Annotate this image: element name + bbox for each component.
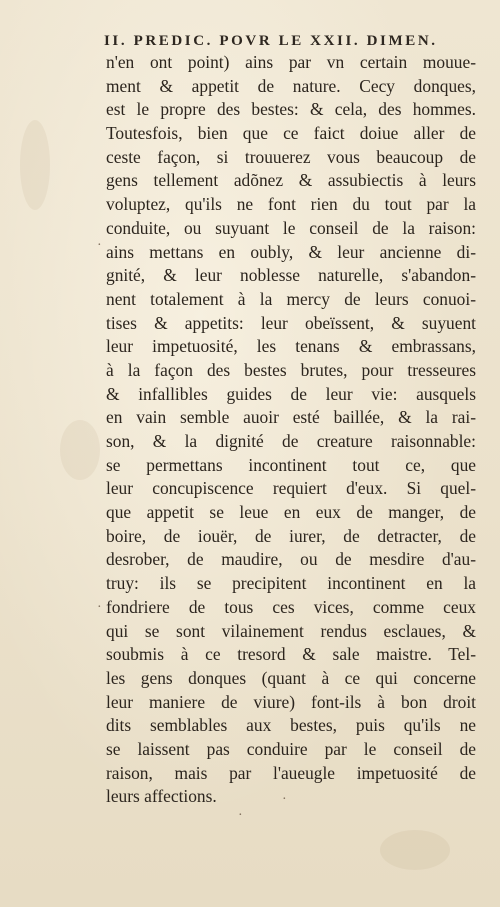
text-line: soubmis à ce tresord & sale maistre. Tel- bbox=[106, 644, 476, 665]
text-line: leur maniere de viure) font-ils à bon droit bbox=[106, 691, 476, 712]
running-head: II. PREDIC. POVR LE XXII. DIMEN. bbox=[104, 33, 438, 49]
body-text bbox=[106, 51, 476, 809]
text-line: leur concupiscence requiert d'eux. Si quel- bbox=[106, 478, 476, 499]
paper-stain bbox=[380, 830, 450, 870]
text-line: gens tellement adõnez & assubiectis à leurs bbox=[106, 170, 476, 191]
text-line: leur impetuosité, les tenans & embrassans, bbox=[106, 336, 476, 357]
text-line: voluptez, qu'ils ne font rien du tout par la bbox=[106, 194, 476, 215]
text-line: tises & appetits: leur obeïssent, & suyuent bbox=[106, 312, 476, 333]
text-line: ment & appetit de nature. Cecy donques, bbox=[106, 75, 476, 96]
text-line: boire, de iouër, de iurer, de detracter, de bbox=[106, 525, 476, 546]
text-line: gnité, & leur noblesse naturelle, s'abandon- bbox=[106, 265, 476, 286]
text-line: se permettans incontinent tout ce, que bbox=[106, 454, 476, 475]
text-line: fondriere de tous ces vices, comme ceux bbox=[106, 596, 476, 617]
text-line: Toutesfois, bien que ce faict doiue aller de bbox=[106, 123, 476, 144]
text-line: en vain semble auoir esté baillée, & la rai- bbox=[106, 407, 476, 428]
text-line: est le propre des bestes: & cela, des hommes. bbox=[106, 99, 476, 120]
text-line: ceste façon, si trouuerez vous beaucoup de bbox=[106, 146, 476, 167]
paper-stain bbox=[60, 420, 100, 480]
text-line: qui se sont vilainement rendus esclaues, & bbox=[106, 620, 476, 641]
ink-mark: · bbox=[282, 792, 287, 807]
ink-mark: · bbox=[97, 238, 102, 253]
text-line: raison, mais par l'aueugle impetuosité de bbox=[106, 762, 476, 783]
text-line: son, & la dignité de creature raisonnable: bbox=[106, 431, 476, 451]
text-line: n'en ont point) ains par vn certain mouue- bbox=[106, 52, 476, 72]
text-line: & infallibles guides de leur vie: ausquels bbox=[106, 383, 476, 404]
ink-mark: · bbox=[97, 600, 102, 615]
text-line: nent totalement à la mercy de leurs conuoi- bbox=[106, 288, 476, 309]
text-line: truy: ils se precipitent incontinent en la bbox=[106, 573, 476, 594]
text-line: ains mettans en oubly, & leur ancienne di- bbox=[106, 241, 476, 262]
paper-stain bbox=[20, 120, 50, 210]
text-line: leurs affections. bbox=[106, 786, 217, 807]
text-line: à la façon des bestes brutes, pour tresseures bbox=[106, 359, 476, 380]
text-line: se laissent pas conduire par le conseil de bbox=[106, 738, 476, 759]
ink-mark: · bbox=[238, 808, 243, 823]
text-line: conduite, ou suyuant le conseil de la raison: bbox=[106, 217, 476, 238]
text-line: desrober, de maudire, ou de mesdire d'au- bbox=[106, 549, 476, 570]
text-line: les gens donques (quant à ce qui concerne bbox=[106, 667, 476, 688]
text-line: que appetit se leue en eux de manger, de bbox=[106, 502, 476, 523]
text-line: dits semblables aux bestes, puis qu'ils ne bbox=[106, 715, 476, 736]
